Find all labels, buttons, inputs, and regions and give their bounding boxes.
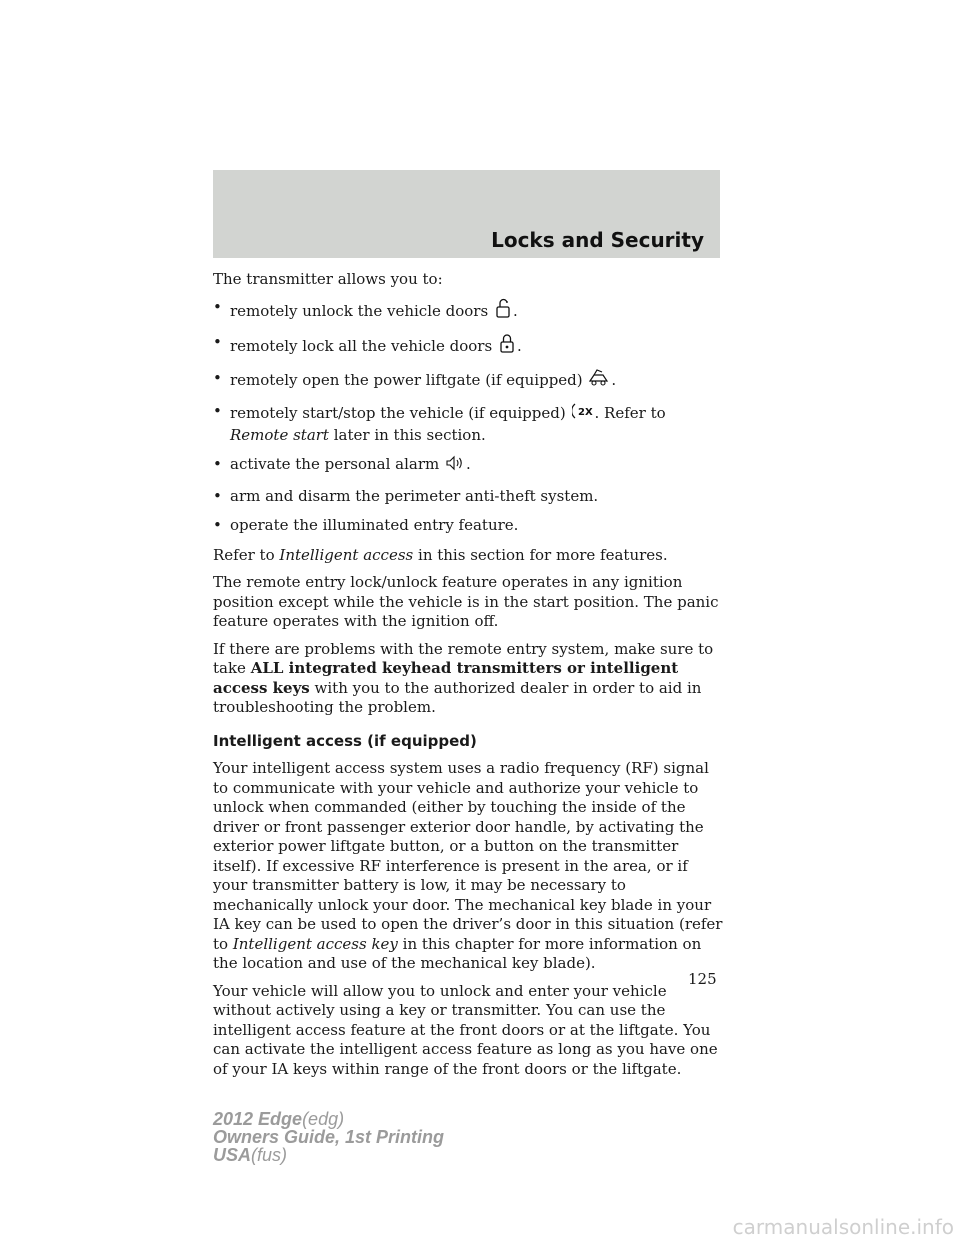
remote-start-2x-icon	[572, 402, 594, 426]
list-item: • activate the personal alarm .	[213, 455, 723, 477]
feature-list	[213, 298, 723, 536]
list-item: • remotely open the power liftgate (if equipped) .	[213, 369, 723, 393]
watermark: carmanualsonline.info	[732, 1215, 954, 1239]
intelligent-access-ref: Intelligent access	[279, 545, 414, 564]
list-item: • operate the illuminated entry feature.	[213, 516, 519, 534]
list-item: • arm and disarm the perimeter anti-theft system.	[213, 486, 599, 505]
svg-text:2X: 2X	[577, 407, 593, 418]
refer-paragraph: Refer to Intelligent access in this section for more features.	[213, 545, 668, 564]
list-item: • remotely lock all the vehicle doors .	[213, 333, 723, 359]
remote-entry-paragraph: The remote entry lock/unlock feature operates in any ignition position except while the vehicle is in the start position. The panic feature operates with the ignition off.	[213, 573, 719, 630]
footer-model-code: (edg)	[302, 1109, 345, 1129]
list-item: • remotely unlock the vehicle doors .	[213, 298, 723, 324]
footer-guide: Owners Guide, 1st Printing	[213, 1127, 445, 1147]
page-number: 125	[688, 970, 717, 988]
footer	[213, 1110, 444, 1164]
footer-region: USA	[213, 1145, 252, 1165]
ia-paragraph-2: Your vehicle will allow you to unlock and enter your vehicle without actively using a key or transmitter. You can use the intelligent access feature at the front doors or at the liftgate. You can activate the intelligent access feature as long as you have one of your IA keys within range of the front doors or the liftgate.	[213, 981, 718, 1078]
page-content	[213, 270, 723, 1087]
intro-text: The transmitter allows you to:	[213, 270, 443, 288]
subheading: Intelligent access (if equipped)	[213, 731, 477, 750]
liftgate-icon	[588, 369, 610, 393]
unlock-icon	[494, 298, 512, 324]
remote-start-ref: Remote start	[230, 425, 329, 444]
ia-key-ref: Intelligent access key	[232, 934, 398, 953]
problems-paragraph: If there are problems with the remote entry system, make sure to take ALL integrated keyhead transmitters or intelligent access keys with you to the authorized dealer in order to aid in troubleshooting the problem.	[213, 639, 714, 716]
section-header-band	[213, 170, 720, 258]
alarm-icon	[445, 455, 465, 477]
section-title: Locks and Security	[491, 228, 704, 252]
bold-emphasis: ALL integrated keyhead transmitters or intelligent access keys	[213, 659, 679, 697]
list-item: • remotely start/stop the vehicle (if equipped) 2X . Refer to Remote start later in this section.	[213, 402, 666, 444]
ia-paragraph-1: Your intelligent access system uses a radio frequency (RF) signal to communicate with your vehicle and authorize your vehicle to unlock when commanded (either by touching the inside of the driver or front passenger exterior door handle, by activating the exterior power liftgate button, or a button on the transmitter itself). If excessive RF interference is present in the area, or if your transmitter battery is low, it may be necessary to mechanically unlock your door. The mechanical key blade in your IA key can be used to open the driver’s door in this situation (refer to Intelligent access key in this chapter for more information on the location and use of the mechanical key blade).	[213, 759, 723, 972]
footer-model: 2012 Edge	[213, 1109, 303, 1129]
lock-icon	[498, 333, 516, 359]
footer-region-code: (fus)	[251, 1145, 288, 1165]
